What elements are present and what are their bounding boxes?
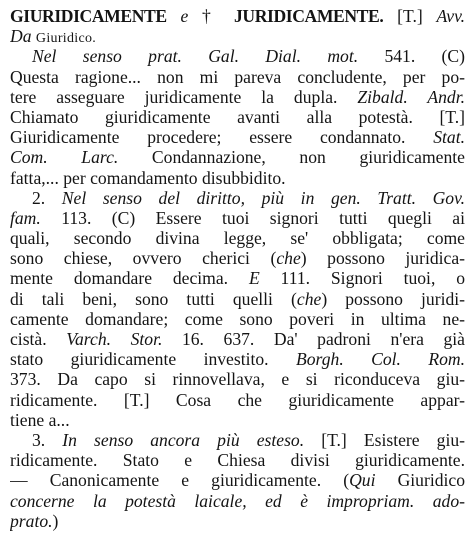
text-line [10, 410, 465, 430]
entry-origin-prefix: Da [10, 26, 32, 47]
text-line [10, 289, 465, 309]
text-line [10, 511, 465, 531]
text-run: ridicamente. Stato e Chiesa divisi giuridicamente. [10, 450, 465, 471]
text-line [10, 369, 465, 389]
entry-header-line [10, 6, 465, 26]
text-run: ) [52, 510, 59, 531]
entry-origin-word: Giuridico. [35, 31, 97, 47]
italic-text-run: In senso ancora più esteso. [62, 429, 305, 450]
italic-text-run: Nel senso del diritto, più in gen. Tratt. Gov. [61, 187, 465, 208]
italic-text-run: Com. Larc. [10, 147, 119, 168]
text-run: sono chiese, ovvero cherici ( [10, 248, 277, 269]
text-line [10, 390, 465, 410]
text-run: 113. (C) Essere tuoi signori tutti quegli ai [40, 207, 465, 228]
text-run: stato giuridicamente investito. [10, 349, 296, 370]
text-line [10, 188, 465, 208]
text-run: Giuridico [375, 470, 465, 491]
text-line [10, 147, 465, 167]
sense-3-block [10, 430, 465, 531]
italic-text-run: prato. [10, 510, 53, 531]
obsolete-dagger-icon: † [202, 6, 221, 26]
text-run: ridicamente. [T.] Cosa che giuridicamente appar- [10, 389, 465, 410]
italic-text-run: che [296, 288, 322, 309]
text-line [10, 268, 465, 288]
italic-text-run: Nel senso prat. Gal. Dial. mot. [32, 46, 385, 67]
text-run: 373. Da capo si rinnovellava, e si riconduceva giu- [10, 369, 465, 390]
italic-text-run: fam. [10, 207, 41, 228]
text-line [10, 87, 465, 107]
text-line [10, 127, 465, 147]
text-run: 16. 637. Da' padroni n'era già [162, 329, 465, 349]
text-line [10, 168, 465, 188]
text-run: fatta,... per comandamento disubbidito. [10, 167, 286, 188]
italic-text-run: Zibald. Andr. [357, 86, 465, 107]
entry-origin-line [10, 26, 465, 46]
text-run: quali, secondo divina legge, se' obbligata; come [10, 228, 465, 249]
text-line [10, 208, 465, 228]
text-line [10, 248, 465, 268]
italic-text-run: Borgh. Col. Rom. [295, 349, 465, 370]
text-run: camente domandare; come sono poveri in ultima ne- [10, 308, 465, 329]
italic-text-run: Qui [349, 470, 376, 491]
sense-2-block [10, 188, 465, 430]
text-line [10, 228, 465, 248]
text-run: di tali beni, sono tutti quelli ( [10, 288, 297, 309]
text-run: tere asseguare juridicamente la dupla. [10, 86, 358, 107]
entry-headword: GIURIDICAMENTE [10, 6, 167, 26]
text-run: cistà. [10, 329, 67, 349]
text-run: mente domandare decima. [10, 268, 249, 289]
text-run: 3. [32, 429, 63, 450]
text-run: 2. [32, 187, 62, 208]
text-line [10, 470, 465, 490]
text-run: 111. Signori tuoi, o [259, 268, 465, 289]
entry-variant-conjunction: e [180, 6, 189, 26]
text-line [10, 430, 465, 450]
sense-1-block [10, 46, 465, 187]
text-line [10, 491, 465, 511]
text-run: 541. (C) [384, 46, 465, 67]
text-run: Condannazione, non giuridicamente [118, 147, 465, 168]
italic-text-run: che [276, 248, 301, 269]
text-line [10, 67, 465, 87]
text-line [10, 46, 465, 66]
text-run: ) possono juridi- [321, 288, 465, 309]
text-line [10, 349, 465, 369]
italic-text-run: Stat. [433, 127, 465, 148]
text-line [10, 329, 465, 349]
entry-variant-headword: JURIDICAMENTE. [234, 6, 384, 26]
text-run: [T.] Esistere giu- [304, 429, 465, 450]
text-line [10, 107, 465, 127]
text-run: ) possono juridica- [300, 248, 465, 269]
dictionary-entry [10, 6, 465, 531]
entry-part-of-speech: Avv. [436, 6, 465, 26]
text-line [10, 450, 465, 470]
text-run: Questa ragione... non mi pareva concludente, per po- [10, 66, 465, 87]
italic-text-run: Varch. Stor. [66, 329, 163, 349]
text-line [10, 309, 465, 329]
text-run: tiene a... [10, 409, 70, 430]
text-run: Chiamato giuridicamente avanti alla potestà. [T.] [10, 106, 465, 127]
text-run: Giuridicamente procedere; essere condannato. [10, 127, 434, 148]
italic-text-run: E [248, 268, 260, 289]
italic-text-run: concerne la potestà laicale, ed è impropriam. ado- [10, 490, 465, 511]
text-run: — Canonicamente e giuridicamente. ( [10, 470, 350, 491]
entry-source-tag: [T.] [397, 6, 423, 26]
